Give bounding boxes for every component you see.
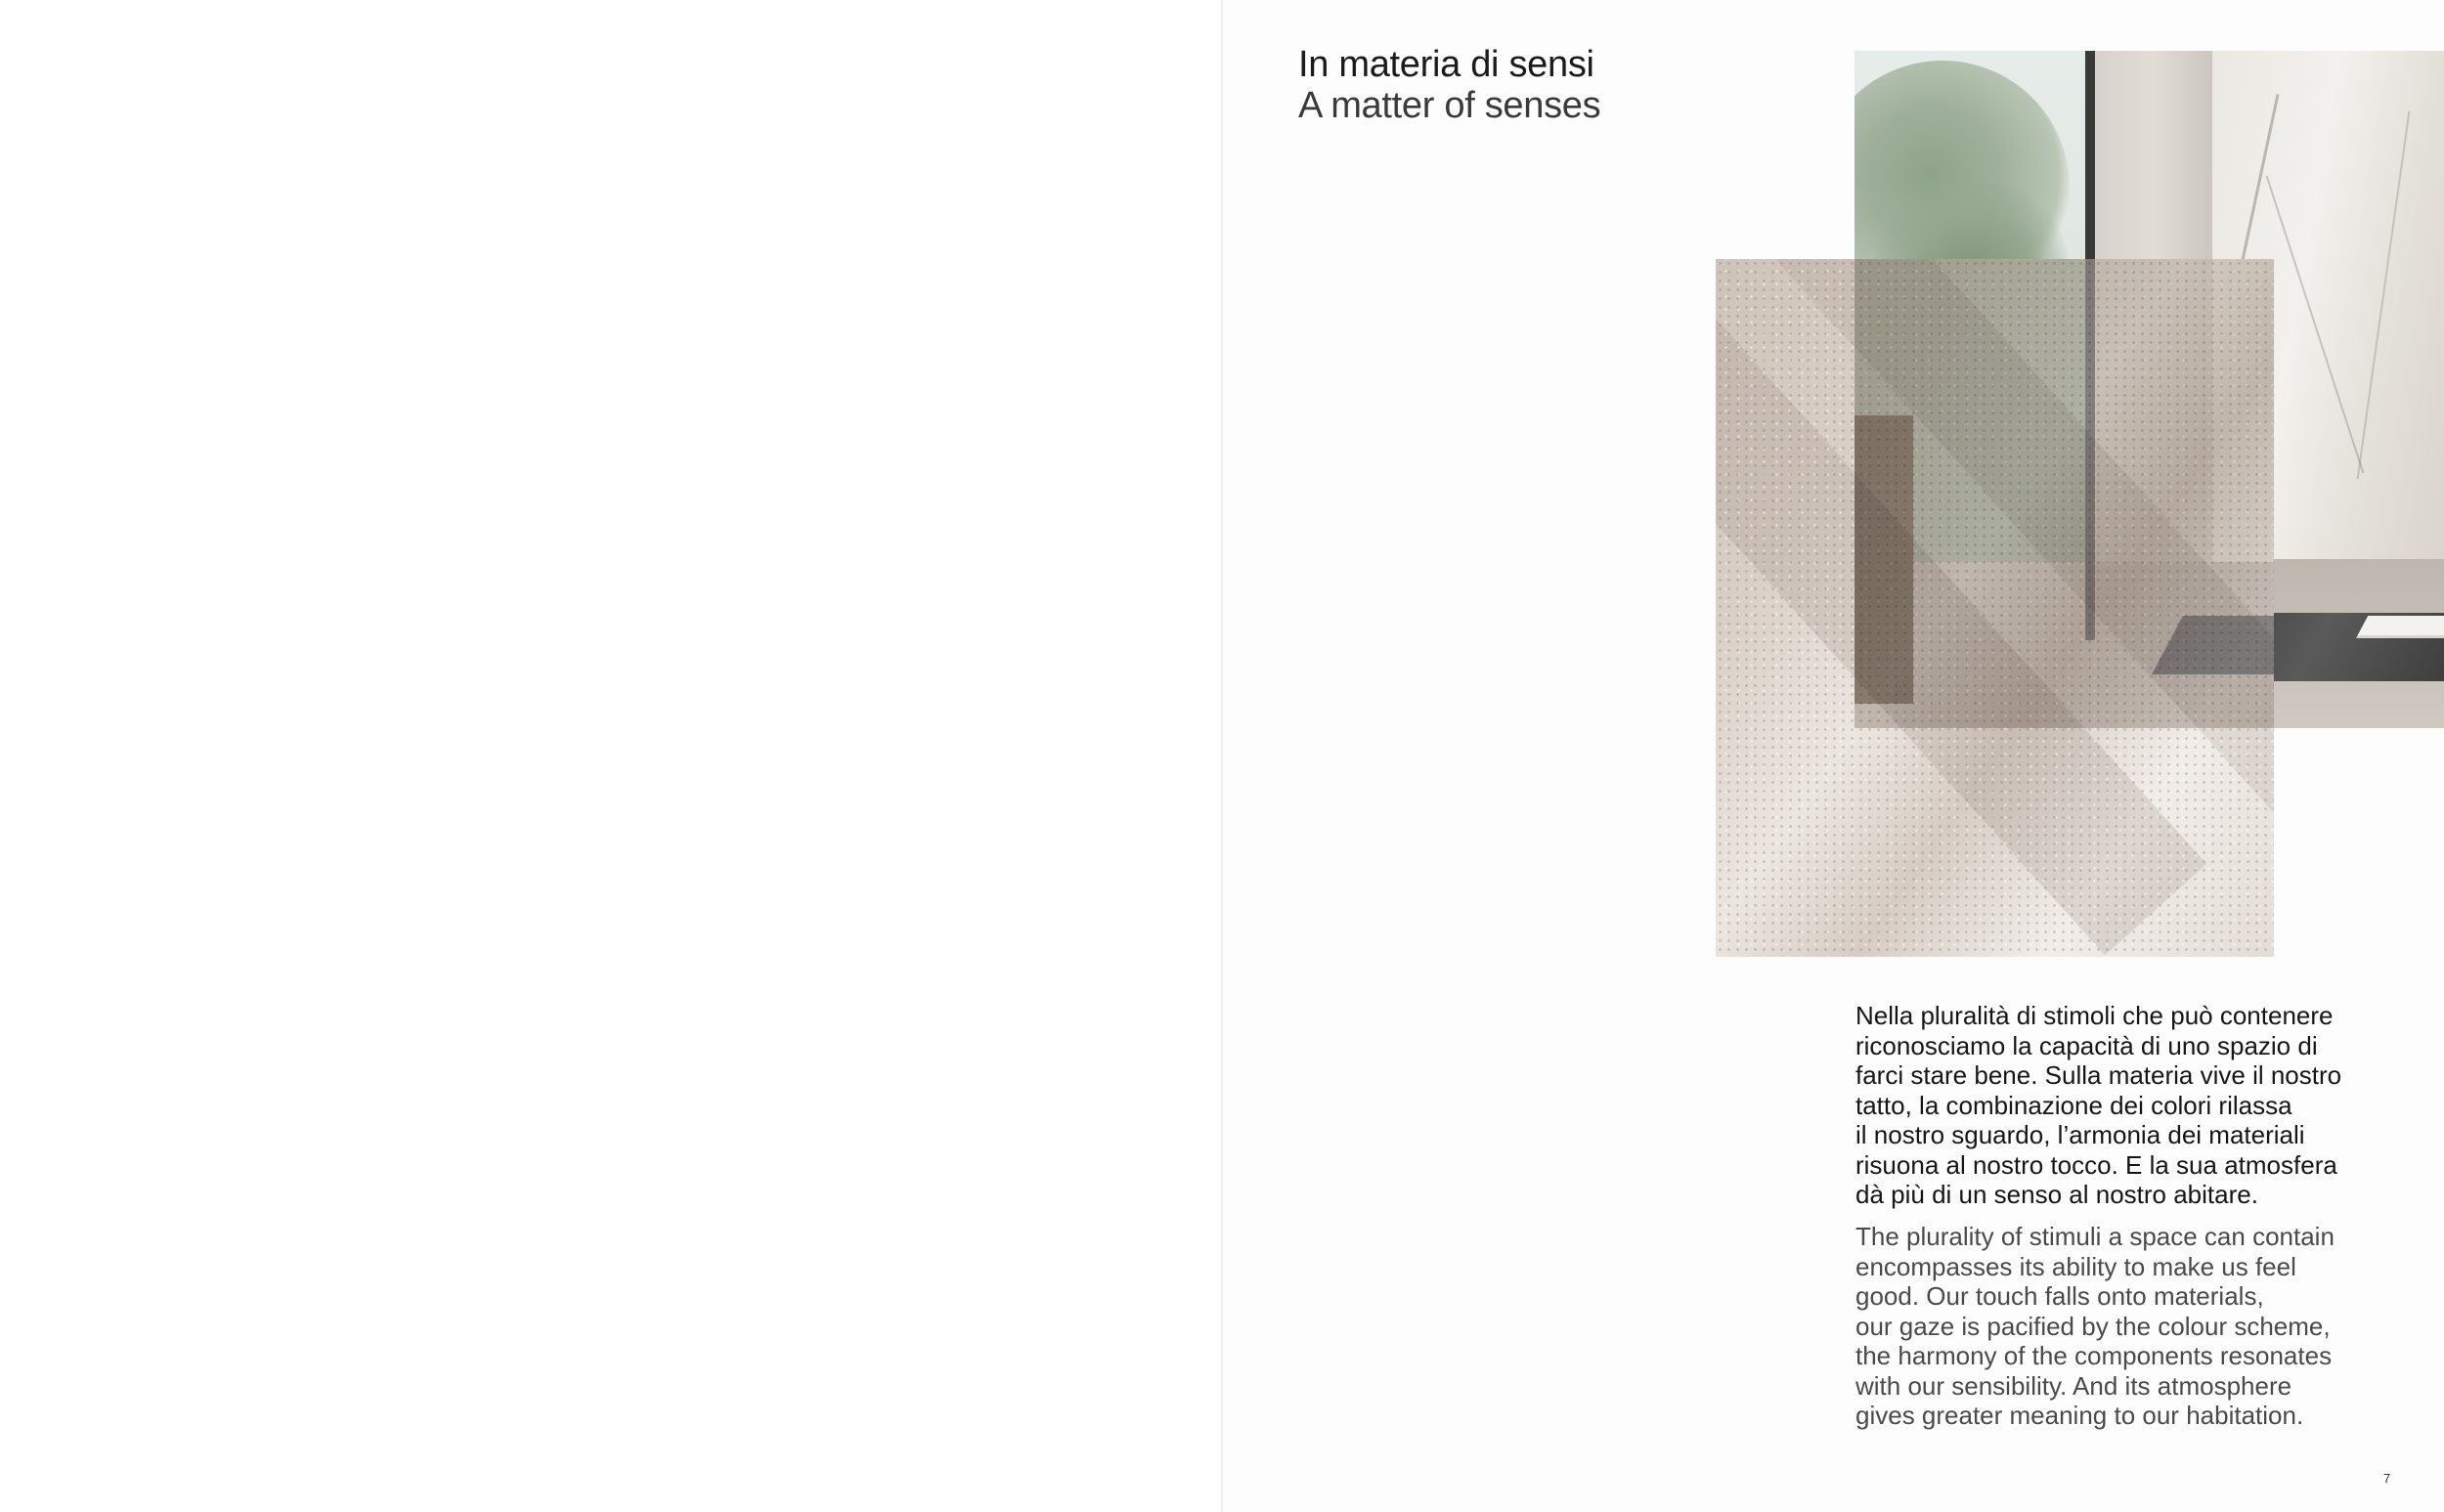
photo-overlap-region <box>1855 259 2274 728</box>
page-number: 7 <box>2383 1471 2391 1486</box>
body-paragraph-english: The plurality of stimuli a space can contain encompasses its ability to make us feel good. Our touch falls onto materials, our gaze is pacified by the colour scheme, the harmony of the components resonates with our sensibility. And its atmosphere gives greater meaning to our habitation. <box>1855 1222 2335 1430</box>
left-page-blank <box>0 0 1221 1512</box>
heading-title-english: A matter of senses <box>1298 85 1601 126</box>
heading-title-italian: In materia di sensi <box>1298 44 1594 85</box>
page-heading <box>1298 44 1885 126</box>
body-paragraph-italian: Nella pluralità di stimoli che può contenere riconosciamo la capacità di uno spazio di farci stare bene. Sulla materia vive il nostro tatto, la combinazione dei colori rilassa il nostro sguardo, l’armonia dei materiali risuona al nostro tocco. E la sua atmosfera dà più di un senso al nostro abitare. <box>1855 1001 2342 1209</box>
